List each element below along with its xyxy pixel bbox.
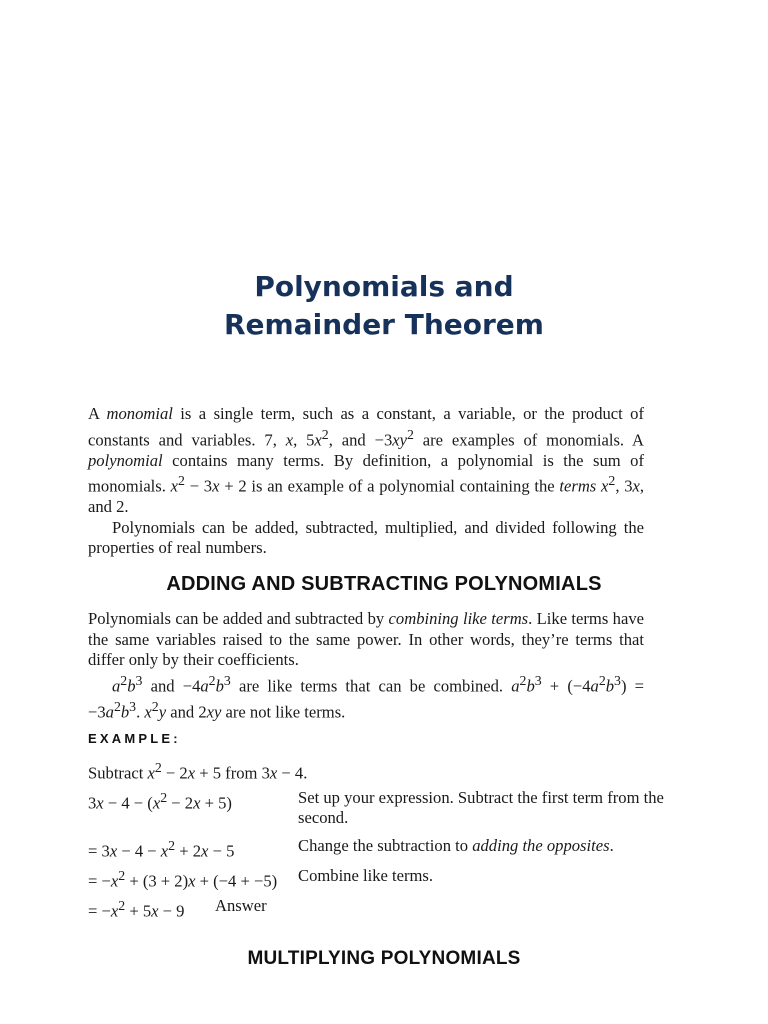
example-statement: Subtract $x^2 - 2x + 5$ from 3x − 4. — [88, 760, 308, 783]
answer-label: Answer — [215, 896, 267, 915]
step-explanation: Combine like terms. — [298, 866, 434, 885]
chapter-title-line-1: Polynomials and — [254, 270, 514, 303]
section-heading-multiplying: MULTIPLYING POLYNOMIALS — [247, 948, 521, 969]
adding-paragraph-like-terms: Polynomials can be added and subtracted by combining like terms. Like terms have the same variables raised to the same power. In other words, they’re terms that differ only by their coefficients. — [88, 609, 644, 669]
intro-section — [88, 404, 644, 559]
section-heading-adding-subtracting: ADDING AND SUBTRACTING POLYNOMIALS — [166, 573, 602, 595]
adding-section-body — [88, 609, 644, 723]
adding-paragraph-example: $a^2b^3$ and $-4a^2b^3$ are like terms that can be combined. $a^2b^3 + (-4a^2b^3) = -3a^2b^3$. $x^2y$ and 2xy are not like terms. — [88, 672, 644, 722]
step-expression: = $-x^2 + (3 + 2)x + (-4 + -5)$ — [88, 868, 278, 891]
intro-paragraph-monomial: A monomial is a single term, such as a constant, a variable, or the product of constants and variables. 7, x, $5x^2$, and $-3xy^2$ are examples of monomials. A polynomial contains many terms. By definition, a polynomial is the sum of monomials. $x^2 - 3x + 2$ is an example of a polynomial containing the terms $x^2$, 3x, and 2. — [88, 404, 645, 517]
chapter-title — [0, 268, 768, 344]
step-explanation: Set up your expression. Subtract the first term from the second. — [298, 788, 664, 827]
chapter-title-line-2: Remainder Theorem — [224, 308, 544, 341]
step-expression: = $3x - 4 - x^2 + 2x - 5$ — [88, 838, 235, 861]
step-explanation: Change the subtraction to adding the opposites. — [298, 836, 614, 855]
example-label: EXAMPLE: — [88, 731, 181, 746]
step-expression: = $-x^2 + 5x - 9$ — [88, 898, 185, 921]
step-expression: $3x - 4 - (x^2 - 2x + 5)$ — [88, 790, 232, 813]
intro-paragraph-operations: Polynomials can be added, subtracted, multiplied, and divided following the properties of real numbers. — [88, 517, 644, 558]
